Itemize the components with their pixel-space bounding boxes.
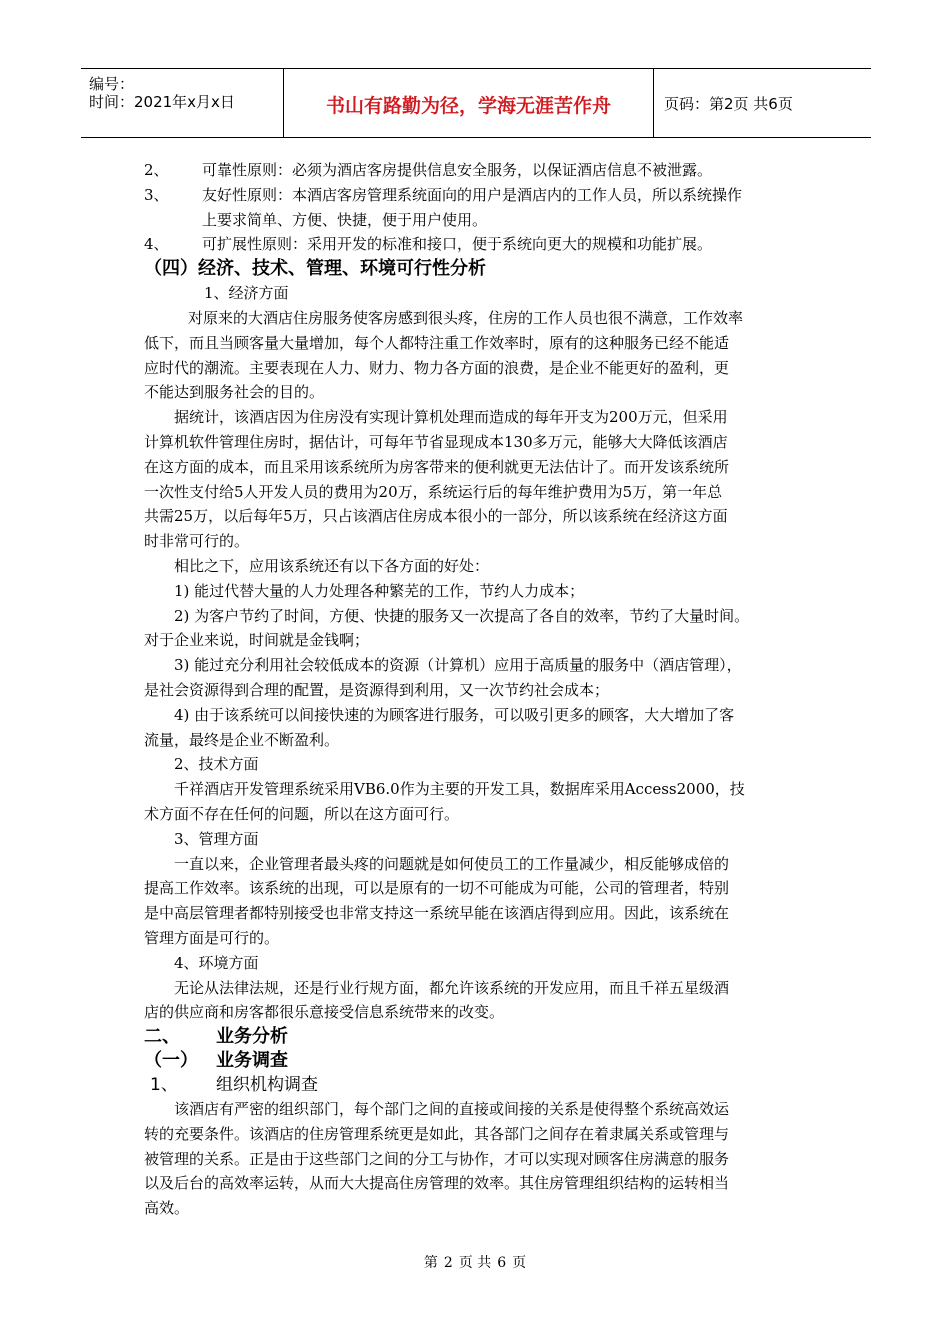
principle-item-cont bbox=[144, 208, 812, 233]
paragraph-line: 千祥酒店开发管理系统采用VB6.0作为主要的开发工具，数据库采用Access2000，技 bbox=[174, 780, 745, 799]
principle-item bbox=[144, 183, 812, 208]
paragraph-line: 应时代的潮流。主要表现在人力、财力、物力各方面的浪费，是企业不能更好的盈利，更 bbox=[144, 358, 730, 377]
doc-time-label: 时间：2021年x月x日 bbox=[89, 93, 235, 111]
part-num: 二、 bbox=[144, 1026, 180, 1048]
subsection-title: 3、管理方面 bbox=[174, 829, 259, 848]
paragraph-line: 以及后台的高效率运转，从而大大提高住房管理的效率。其住房管理组织结构的运转相当 bbox=[144, 1174, 730, 1193]
page-content bbox=[144, 158, 812, 1221]
header-left-cell bbox=[81, 69, 284, 137]
item-title: 组织机构调查 bbox=[216, 1075, 318, 1096]
paragraph-line: 低下，而且当顾客量大量增加，每个人都特注重工作效率时，原有的这种服务已经不能适 bbox=[144, 333, 730, 352]
paragraph-line: 管理方面是可行的。 bbox=[144, 928, 280, 947]
doc-number-label: 编号： bbox=[89, 75, 135, 93]
subsection-title: 4、环境方面 bbox=[174, 953, 259, 972]
footer-suffix: 页 bbox=[512, 1255, 527, 1271]
paragraph-line: 被管理的关系。正是由于这些部门之间的分工与协作，才可以实现对顾客住房满意的服务 bbox=[144, 1149, 730, 1168]
paragraph-line: 不能达到服务社会的目的。 bbox=[144, 383, 325, 402]
paragraph-line: 转的充要条件。该酒店的住房管理系统更是如此，其各部门之间存在着隶属关系或管理与 bbox=[144, 1124, 730, 1143]
principle-item bbox=[144, 232, 812, 257]
footer-prefix: 第 bbox=[423, 1255, 438, 1271]
paragraph-line: 一次性支付给5人开发人员的费用为20万，系统运行后的每年维护费用为5万，第一年总 bbox=[144, 482, 723, 501]
header-right-cell bbox=[654, 69, 871, 137]
subsection-title: 1、经济方面 bbox=[204, 284, 289, 303]
principle-num: 3、 bbox=[144, 185, 169, 204]
principle-num: 4、 bbox=[144, 235, 169, 254]
benefit-line: 1) 能过代替大量的人力处理各种繁芜的工作，节约人力成本； bbox=[174, 581, 585, 600]
section-heading: （四）经济、技术、管理、环境可行性分析 bbox=[144, 258, 486, 280]
paragraph-line: 共需25万，以后每年5万，只占该酒店住房成本很小的一部分，所以该系统在经济这方面 bbox=[144, 507, 728, 526]
sub-num: （一） bbox=[144, 1050, 198, 1072]
paragraph-line: 时非常可行的。 bbox=[144, 532, 250, 551]
item-num: 1、 bbox=[150, 1075, 178, 1096]
principle-text: 上要求简单、方便、快捷，便于用户使用。 bbox=[202, 210, 488, 229]
footer-page: 2 bbox=[443, 1255, 453, 1271]
item-heading bbox=[144, 1073, 812, 1097]
benefit-line: 是社会资源得到合理的配置，是资源得到利用，又一次节约社会成本； bbox=[144, 680, 610, 699]
benefit-line: 3) 能过充分利用社会较低成本的资源（计算机）应用于高质量的服务中（酒店管理）， bbox=[174, 656, 742, 675]
footer-mid: 页 共 bbox=[458, 1255, 492, 1271]
header-motto: 书山有路勤为径，学海无涯苦作舟 bbox=[325, 95, 611, 117]
principle-item bbox=[144, 158, 812, 183]
page-footer bbox=[0, 1252, 950, 1272]
part-title: 业务分析 bbox=[216, 1026, 288, 1048]
principle-text: 可靠性原则：必须为酒店客房提供信息安全服务，以保证酒店信息不被泄露。 bbox=[202, 161, 713, 179]
paragraph-line: 一直以来，企业管理者最头疼的问题就是如何使员工的工作量减少，相反能够成倍的 bbox=[174, 854, 730, 873]
principle-text: 友好性原则：本酒店客房管理系统面向的用户是酒店内的工作人员，所以系统操作 bbox=[202, 185, 743, 204]
paragraph-line: 术方面不存在任何的问题，所以在这方面可行。 bbox=[144, 804, 460, 823]
paragraph-line: 对原来的大酒店住房服务使客房感到很头疼，住房的工作人员也很不满意，工作效率 bbox=[188, 308, 744, 327]
benefit-line: 2) 为客户节约了时间，方便、快捷的服务又一次提高了各自的效率，节约了大量时间。 bbox=[174, 606, 750, 625]
page-header bbox=[81, 68, 871, 138]
paragraph-line: 是中高层管理者都特别接受也非常支持这一系统早能在该酒店得到应用。因此，该系统在 bbox=[144, 904, 730, 923]
paragraph-line: 店的供应商和房客都很乐意接受信息系统带来的改变。 bbox=[144, 1003, 505, 1022]
paragraph-line: 在这方面的成本，而且采用该系统所为房客带来的便利就更无法估计了。而开发该系统所 bbox=[144, 457, 730, 476]
paragraph-line: 无论从法律法规，还是行业行规方面，都允许该系统的开发应用，而且千祥五星级酒 bbox=[174, 978, 730, 997]
header-page-label: 页码：第2页 共6页 bbox=[664, 95, 793, 113]
paragraph-line: 据统计，该酒店因为住房没有实现计算机处理而造成的每年开支为200万元，但采用 bbox=[174, 408, 728, 427]
benefit-line: 4) 由于该系统可以间接快速的为顾客进行服务，可以吸引更多的顾客，大大增加了客 bbox=[174, 705, 735, 724]
sub-title: 业务调查 bbox=[216, 1050, 288, 1072]
benefit-line: 流量，最终是企业不断盈利。 bbox=[144, 730, 340, 749]
header-center-cell bbox=[284, 69, 654, 137]
paragraph-line: 高效。 bbox=[144, 1199, 190, 1218]
paragraph-line: 提高工作效率。该系统的出现，可以是原有的一切不可能成为可能，公司的管理者，特别 bbox=[144, 879, 730, 898]
principle-num: 2、 bbox=[144, 161, 169, 179]
sub-heading bbox=[144, 1049, 812, 1073]
subsection-title: 2、技术方面 bbox=[174, 755, 259, 774]
principle-text: 可扩展性原则：采用开发的标准和接口，便于系统向更大的规模和功能扩展。 bbox=[202, 235, 713, 254]
benefit-line: 对于企业来说，时间就是金钱啊； bbox=[144, 631, 370, 650]
part-heading bbox=[144, 1025, 812, 1049]
paragraph-line: 计算机软件管理住房时，据估计，可每年节省显现成本130多万元，能够大大降低该酒店 bbox=[144, 432, 728, 451]
paragraph-line: 相比之下，应用该系统还有以下各方面的好处： bbox=[174, 556, 490, 575]
paragraph-line: 该酒店有严密的组织部门，每个部门之间的直接或间接的关系是使得整个系统高效运 bbox=[174, 1100, 730, 1119]
footer-total: 6 bbox=[497, 1255, 507, 1271]
